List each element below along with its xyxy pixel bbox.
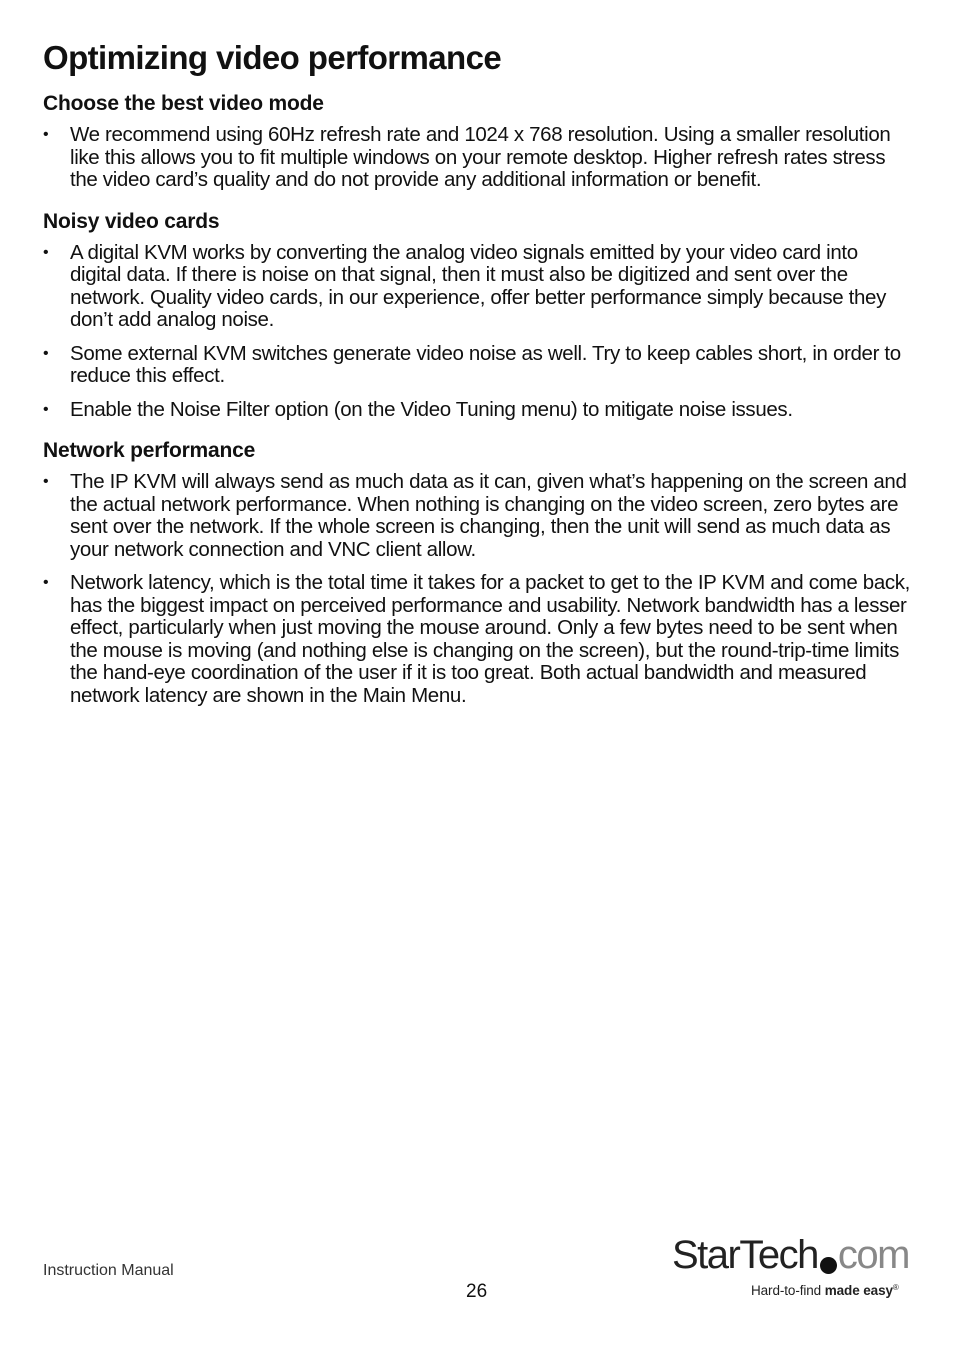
- list-item-text: Enable the Noise Filter option (on the Video Tuning menu) to mitigate noise issues.: [70, 397, 793, 421]
- bullet-icon: •: [43, 400, 49, 418]
- footer-label: Instruction Manual: [43, 1262, 174, 1279]
- list-item: [43, 471, 913, 561]
- list-item: [43, 242, 913, 332]
- bullet-icon: •: [43, 126, 49, 143]
- list-item: [43, 399, 913, 422]
- page-number: 26: [466, 1281, 488, 1302]
- tagline-regular: Hard-to-find: [751, 1283, 825, 1298]
- bullet-icon: •: [43, 243, 49, 261]
- list-item-text: Some external KVM switches generate video noise as well. Try to keep cables short, in order to reduce this effect.: [70, 341, 901, 387]
- list-item: [43, 124, 913, 192]
- bullet-icon: •: [43, 344, 49, 362]
- list-item: [43, 572, 913, 707]
- section-video-mode: [43, 90, 913, 192]
- logo-wordmark: [672, 1232, 909, 1278]
- list-item-text: The IP KVM will always send as much data as it can, given what’s happening on the screen and the actual network performance. When nothing is changing on the video screen, zero bytes are sent over the network. If the whole screen is changing, then the unit will send as much data as your network connection and VNC client allow.: [70, 470, 907, 561]
- section-heading: Network performance: [43, 439, 256, 462]
- bullet-icon: •: [43, 473, 49, 490]
- bullet-list: [43, 471, 913, 707]
- logo-word-start: StarTech: [672, 1233, 818, 1277]
- section-noisy-cards: [43, 208, 913, 422]
- section-network-performance: [43, 437, 913, 707]
- list-item-text: Network latency, which is the total time it takes for a packet to get to the IP KVM and come back, has the biggest impact on perceived performance and usability. Network bandwidth has a lesser effect, particularly when just moving the mouse around. Only a few bytes need to be sent when the mouse is moving (and nothing else is changing on the screen), but the round-trip-time limits the hand-eye coordination of the user if it is too great. Both actual bandwidth and measured network latency are shown in the Main Menu.: [70, 571, 911, 707]
- page-title: Optimizing video performance: [43, 39, 502, 76]
- tagline-bold: made easy: [824, 1283, 893, 1298]
- registered-mark: ®: [892, 1283, 899, 1292]
- bullet-list: [43, 242, 913, 422]
- section-heading: Noisy video cards: [43, 209, 220, 233]
- logo-word-end: com: [837, 1233, 909, 1277]
- logo-tagline: [751, 1283, 899, 1298]
- section-heading: Choose the best video mode: [43, 92, 324, 115]
- list-item: [43, 343, 913, 388]
- page-content: [43, 36, 913, 723]
- logo-dot-icon: [820, 1257, 837, 1274]
- startech-logo: [672, 1232, 912, 1304]
- list-item-text: A digital KVM works by converting the analog video signals emitted by your video card into digital data. If there is noise on that signal, then it must also be digitized and sent over the network. Quality video cards, in our experience, offer better performance simply because they don’t add analog noise.: [70, 240, 886, 331]
- bullet-icon: •: [43, 574, 49, 591]
- bullet-list: [43, 124, 913, 192]
- list-item-text: We recommend using 60Hz refresh rate and 1024 x 768 resolution. Using a smaller resolution like this allows you to fit multiple windows on your remote desktop. Higher refresh rates stress the video card’s quality and do not provide any additional information or benefit.: [70, 123, 891, 191]
